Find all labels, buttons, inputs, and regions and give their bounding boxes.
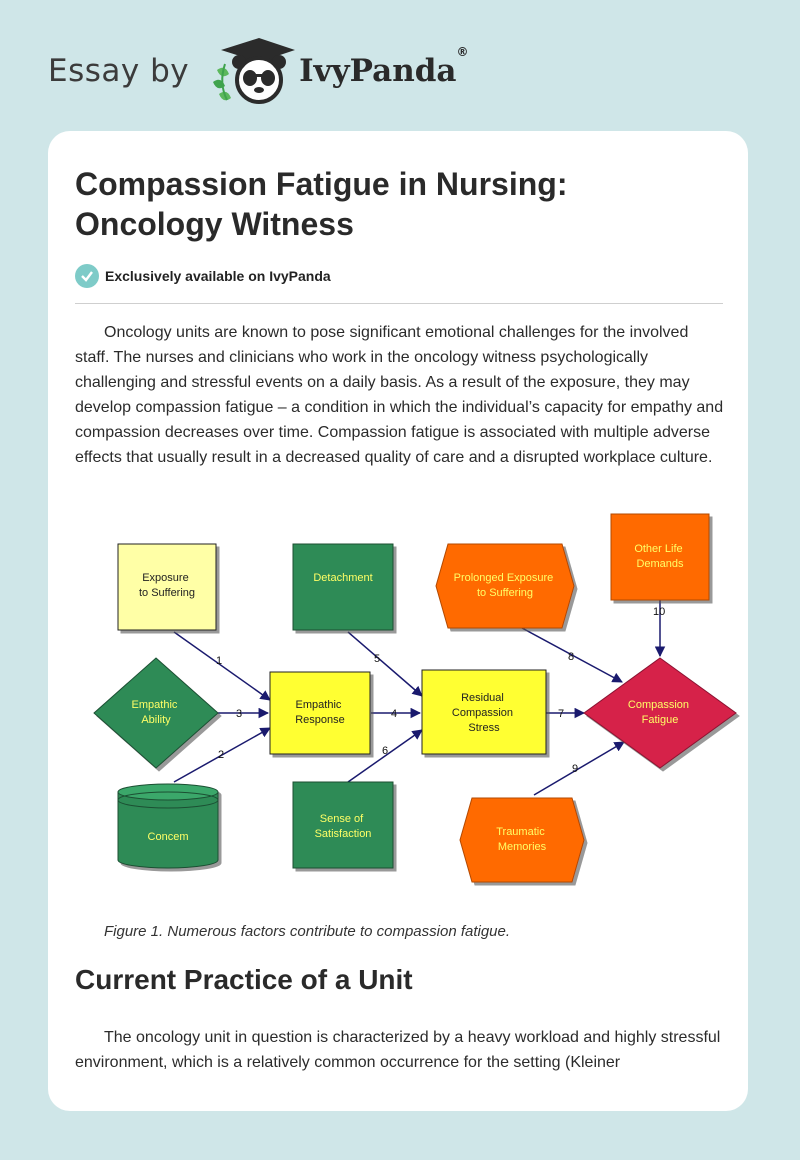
check-icon: [75, 264, 99, 288]
node-traumatic-line2: Memories: [497, 841, 547, 853]
arrow-label-9: 9: [572, 763, 579, 775]
node-empathic-ability-line2: Ability: [141, 714, 171, 726]
node-satisfaction-line1: Sense of: [319, 813, 364, 825]
node-traumatic-memories: [460, 798, 584, 882]
divider: [75, 303, 723, 304]
section-paragraph: The oncology unit in question is characterized by a heavy workload and highly stressful environment, which is a relatively common occurrence for the setting (Kleiner: [75, 1029, 721, 1071]
brand-name[interactable]: IvyPanda®: [299, 44, 469, 89]
node-prolonged-line2: to Suffering: [476, 587, 534, 599]
exclusive-badge: [75, 264, 331, 288]
node-prolonged-exposure: [436, 544, 574, 628]
svg-text:Concem: [148, 831, 189, 843]
site-header: [48, 36, 548, 106]
node-concern-line1: Concem: [147, 831, 189, 843]
figure-caption: Figure 1. Numerous factors contribute to compassion fatigue.: [104, 923, 511, 940]
arrow-9: [534, 742, 624, 795]
node-other-life-demands: [611, 514, 709, 600]
node-empathic-ability: [94, 658, 218, 768]
arrow-label-8: 8: [568, 651, 575, 663]
arrow-label-5: 5: [374, 653, 381, 665]
node-detachment: [293, 544, 393, 630]
node-compassion-fatigue-line1: Compassion: [627, 699, 690, 711]
node-prolonged-line1: Prolonged Exposure: [453, 572, 554, 584]
arrow-label-4: 4: [391, 708, 398, 720]
intro-paragraph: Oncology units are known to pose significant emotional challenges for the involved staff. The nurses and clinicians who work in the oncology witness psychologically challenging and stressful events on a daily basis. As a result of the exposure, they may develop compassion fatigue – a condition in which the individual’s capacity for empathy and compassion decreases over time. Compassion fatigue is associated with multiple adverse effects that usually result in a decreased quality of care and a disrupted workplace culture.: [75, 324, 724, 466]
node-concern: [118, 784, 218, 868]
node-exposure-line2: to Suffering: [138, 587, 196, 599]
node-empathic-ability-line1: Empathic: [131, 699, 178, 711]
node-other-life-line1: Other Life: [634, 543, 683, 555]
arrow-label-3: 3: [236, 708, 243, 720]
exclusive-badge-label: Exclusively available on IvyPanda: [105, 268, 331, 284]
arrow-label-10: 10: [653, 606, 666, 618]
arrow-label-1: 1: [216, 655, 223, 667]
node-residual-line2: Compassion: [451, 707, 514, 719]
node-residual-line1: Residual: [461, 692, 504, 704]
panda-logo-icon[interactable]: [203, 36, 295, 106]
node-satisfaction-line2: Satisfaction: [314, 828, 372, 840]
compassion-fatigue-diagram: [90, 510, 740, 890]
arrow-label-2: 2: [218, 749, 225, 761]
arrow-label-7: 7: [558, 708, 565, 720]
node-empathic-response: [270, 672, 370, 754]
arrow-label-6: 6: [382, 745, 389, 757]
page-title: Compassion Fatigue in Nursing: Oncology Witness: [75, 166, 568, 242]
node-compassion-fatigue-line2: Fatigue: [641, 714, 679, 726]
registered-mark: ®: [456, 44, 469, 59]
node-traumatic-line1: Traumatic: [496, 826, 545, 838]
node-residual-line3: Stress: [468, 722, 500, 734]
node-empathic-response-line2: Response: [295, 714, 345, 726]
node-exposure-line1: Exposure: [142, 572, 189, 584]
svg-text:Detachment: [313, 572, 372, 584]
node-detachment-line1: Detachment: [313, 572, 373, 584]
node-satisfaction: [293, 782, 393, 868]
section-heading: Current Practice of a Unit: [75, 964, 413, 995]
essay-by-label: Essay by: [48, 53, 190, 89]
node-other-life-line2: Demands: [636, 558, 684, 570]
node-empathic-response-line1: Empathic: [295, 699, 342, 711]
